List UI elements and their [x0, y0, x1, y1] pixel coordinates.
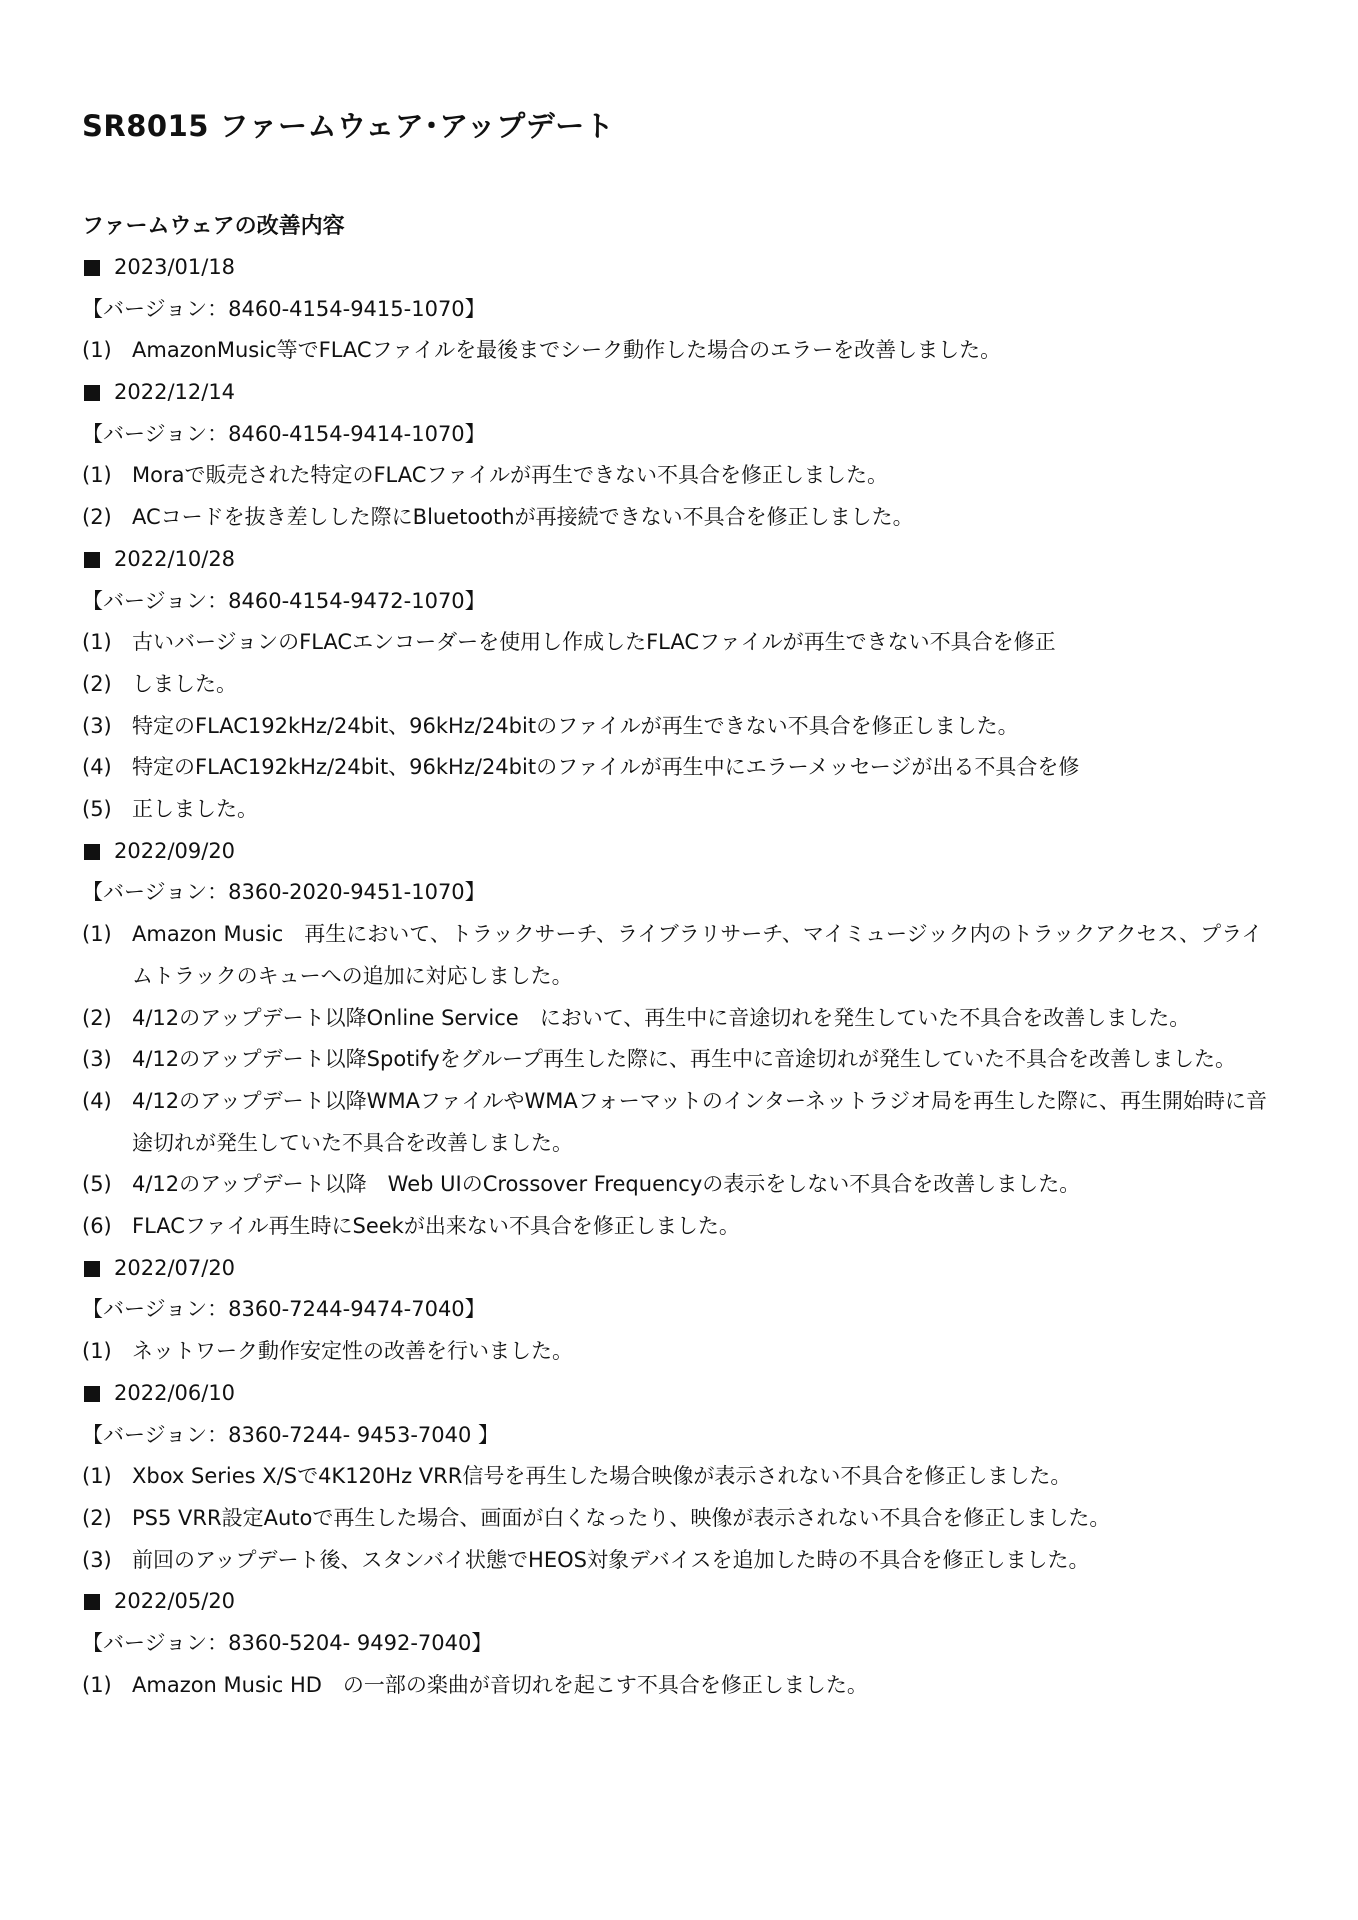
update-list: [82, 247, 1282, 1706]
item-text: しました。: [132, 671, 237, 696]
black-square-bullet-icon: [84, 1261, 100, 1277]
update-item: [82, 664, 1282, 706]
item-number: (5): [82, 797, 112, 822]
update-date: 2022/09/20: [114, 838, 236, 863]
update-item: [82, 1665, 1282, 1707]
item-text: 特定のFLAC192kHz/24bit、96kHz/24bitのファイルが再生できない不具合を修正しました。: [132, 713, 1019, 738]
update-date: 2023/01/18: [114, 255, 236, 279]
update-item: [82, 455, 1282, 497]
item-number: (1): [82, 1464, 112, 1489]
version-label: 【バージョン：8360-7244- 9453-7040 】: [82, 1422, 500, 1447]
item-text: ACコードを抜き差しした際にBluetoothが再接続できない不具合を修正しました。: [132, 505, 914, 530]
item-number: (1): [82, 922, 112, 947]
item-number: (3): [82, 713, 112, 738]
document-body: [82, 106, 1282, 1706]
item-text: 4/12のアップデート以降Spotifyをグループ再生した際に、再生中に音途切れが発生していた不具合を改善しました。: [132, 1047, 1237, 1072]
update-item: [82, 1081, 1282, 1164]
update-item: [82, 1456, 1282, 1498]
item-number: (2): [82, 1005, 112, 1030]
update-item: [82, 1164, 1282, 1206]
item-text: Amazon Music HD の一部の楽曲が音切れを起こす不具合を修正しました。: [132, 1672, 868, 1697]
update-date-line: [82, 1248, 1282, 1290]
update-item: [82, 622, 1282, 664]
update-item: [82, 1331, 1282, 1373]
item-number: (1): [82, 1672, 112, 1697]
item-number: (3): [82, 1047, 112, 1072]
item-text: FLACファイル再生時にSeekが出来ない不具合を修正しました。: [132, 1214, 740, 1239]
update-item: [82, 914, 1282, 997]
update-item: [82, 789, 1282, 831]
black-square-bullet-icon: [84, 385, 100, 401]
update-item: [82, 747, 1282, 789]
update-date-line: [82, 372, 1282, 414]
item-text: 4/12のアップデート以降 Web UIのCrossover Frequencyの表示をしない不具合を改善しました。: [132, 1172, 1081, 1197]
version-label: 【バージョン：8460-4154-9414-1070】: [82, 421, 486, 446]
item-text: ネットワーク動作安定性の改善を行いました。: [132, 1339, 573, 1364]
update-item: [82, 330, 1282, 372]
item-number: (1): [82, 1339, 112, 1364]
update-date: 2022/10/28: [114, 546, 236, 571]
version-label: 【バージョン：8360-5204- 9492-7040】: [82, 1631, 493, 1655]
black-square-bullet-icon: [84, 552, 100, 568]
update-item: [82, 998, 1282, 1040]
item-number: (1): [82, 463, 112, 488]
item-number: (4): [82, 755, 112, 780]
version-label: 【バージョン：8460-4154-9472-1070】: [82, 588, 486, 613]
update-date-line: [82, 539, 1282, 581]
item-number: (2): [82, 505, 112, 530]
update-date-line: [82, 1373, 1282, 1415]
version-label: 【バージョン：8460-4154-9415-1070】: [82, 296, 486, 321]
update-date-line: [82, 247, 1282, 289]
item-number: (3): [82, 1547, 112, 1572]
item-text: 前回のアップデート後、スタンバイ状態でHEOS対象デバイスを追加した時の不具合を修正しました。: [132, 1547, 1090, 1572]
update-item: [82, 1498, 1282, 1540]
update-item: [82, 1206, 1282, 1248]
update-item: [82, 1039, 1282, 1081]
item-number: (2): [82, 671, 112, 696]
version-label: 【バージョン：8360-2020-9451-1070】: [82, 880, 486, 905]
update-date-line: [82, 1581, 1282, 1623]
update-date: 2022/05/20: [114, 1589, 236, 1614]
item-text: 正しました。: [132, 797, 258, 822]
item-text: Xbox Series X/Sで4K120Hz VRR信号を再生した場合映像が表示されない不具合を修正しました。: [132, 1464, 1072, 1489]
item-text: 4/12のアップデート以降WMAファイルやWMAフォーマットのインターネットラジオ局を再生した際に、再生開始時に音途切れが発生していた不具合を改善しました。: [132, 1088, 1267, 1155]
item-number: (2): [82, 1505, 112, 1530]
item-text: 4/12のアップデート以降Online Service において、再生中に音途切れを発生していた不具合を改善しました。: [132, 1005, 1191, 1030]
update-item: [82, 1540, 1282, 1582]
update-item: [82, 497, 1282, 539]
item-number: (1): [82, 630, 112, 655]
item-number: (4): [82, 1088, 112, 1113]
item-text: AmazonMusic等でFLACファイルを最後までシーク動作した場合のエラーを改善しました。: [132, 338, 1002, 363]
update-date-line: [82, 831, 1282, 873]
item-text: PS5 VRR設定Autoで再生した場合、画面が白くなったり、映像が表示されない不具合を修正しました。: [132, 1505, 1111, 1530]
version-label: 【バージョン：8360-7244-9474-7040】: [82, 1297, 486, 1322]
update-item: [82, 706, 1282, 748]
black-square-bullet-icon: [84, 1386, 100, 1402]
item-text: Amazon Music 再生において、トラックサーチ、ライブラリサーチ、マイミュージック内のトラックアクセス、プライムトラックのキューへの追加に対応しました。: [132, 922, 1263, 988]
page-title: SR8015 ファームウェア･アップデート: [82, 109, 615, 143]
update-date: 2022/12/14: [114, 380, 236, 405]
black-square-bullet-icon: [84, 844, 100, 860]
item-number: (6): [82, 1214, 112, 1239]
black-square-bullet-icon: [84, 260, 100, 276]
update-date: 2022/07/20: [114, 1255, 236, 1280]
section-heading: ファームウェアの改善内容: [82, 214, 345, 239]
item-text: Moraで販売された特定のFLACファイルが再生できない不具合を修正しました。: [132, 463, 888, 488]
item-number: (5): [82, 1172, 112, 1197]
update-date: 2022/06/10: [114, 1380, 236, 1405]
item-text: 特定のFLAC192kHz/24bit、96kHz/24bitのファイルが再生中にエラーメッセージが出る不具合を修: [132, 755, 1080, 780]
item-text: 古いバージョンのFLACエンコーダーを使用し作成したFLACファイルが再生できない不具合を修正: [132, 630, 1056, 655]
black-square-bullet-icon: [84, 1594, 100, 1610]
item-number: (1): [82, 338, 112, 363]
